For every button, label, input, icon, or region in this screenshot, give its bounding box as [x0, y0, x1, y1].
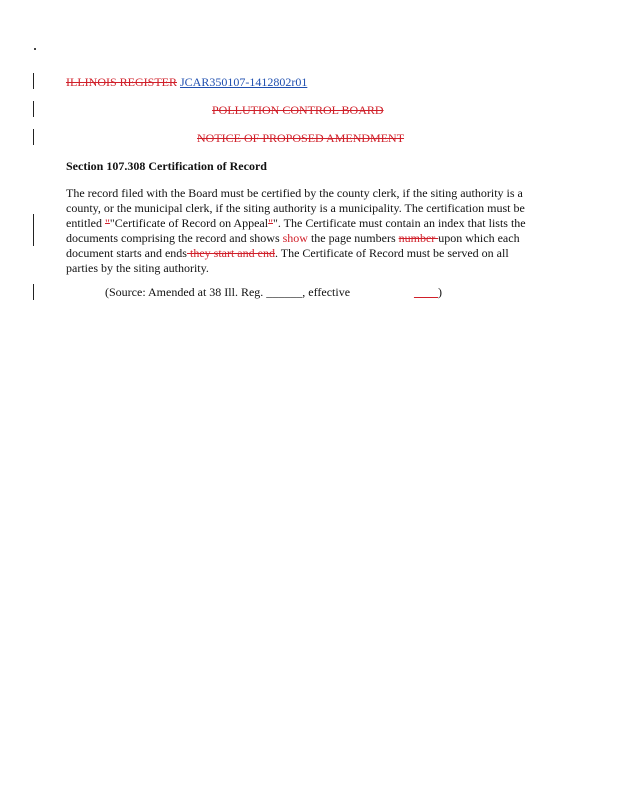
body-text: document starts and ends: [66, 246, 187, 260]
body-line-4: [66, 231, 544, 246]
change-bar: [33, 214, 34, 246]
source-suffix: ): [438, 285, 443, 299]
body-text: . The Certificate of Record must be served on all: [274, 246, 509, 260]
source-prefix: (Source: Amended at 38 Ill. Reg. ______, effective: [105, 285, 351, 299]
change-bar: [33, 129, 34, 145]
source-note: [105, 285, 442, 299]
change-bar: [33, 101, 34, 117]
section-heading: Section 107.308 Certification of Record: [66, 159, 267, 173]
body-line-3: [66, 216, 544, 231]
body-text: "Certificate of Record on Appeal: [109, 216, 269, 230]
stray-mark: [34, 48, 36, 50]
change-bar: [33, 284, 34, 300]
deleted-quote: ": [105, 216, 110, 230]
body-text: documents comprising the record and shows: [66, 231, 283, 245]
notice-title-text: NOTICE OF PROPOSED AMENDMENT: [197, 131, 405, 145]
board-title: [212, 103, 384, 117]
deleted-phrase: they start and end: [186, 246, 275, 260]
inserted-word: show: [282, 231, 308, 245]
body-text: the page numbers: [307, 231, 399, 245]
deleted-word: number: [398, 231, 439, 245]
body-text: upon which each: [438, 231, 520, 245]
deleted-register-title: ILLINOIS REGISTER: [66, 75, 177, 89]
body-text: entitled: [66, 216, 105, 230]
deleted-quote: ": [268, 216, 273, 230]
source-blank: ____: [414, 285, 439, 299]
body-text: ". The Certificate must contain an index that lists the: [273, 216, 526, 230]
change-bar: [33, 73, 34, 89]
board-title-text: POLLUTION CONTROL BOARD: [212, 103, 384, 117]
body-line-5: [66, 246, 544, 261]
register-line: [66, 75, 307, 89]
body-line-2: county, or the municipal clerk, if the siting authority is a municipality. The certification must be: [66, 201, 525, 215]
inserted-register-id: JCAR350107-1412802r01: [180, 75, 308, 89]
notice-title: [197, 131, 404, 145]
body-line-6: parties by the siting authority.: [66, 261, 209, 275]
body-line-1: The record filed with the Board must be certified by the county clerk, if the siting authority is a: [66, 186, 523, 200]
section-body: [66, 186, 544, 276]
